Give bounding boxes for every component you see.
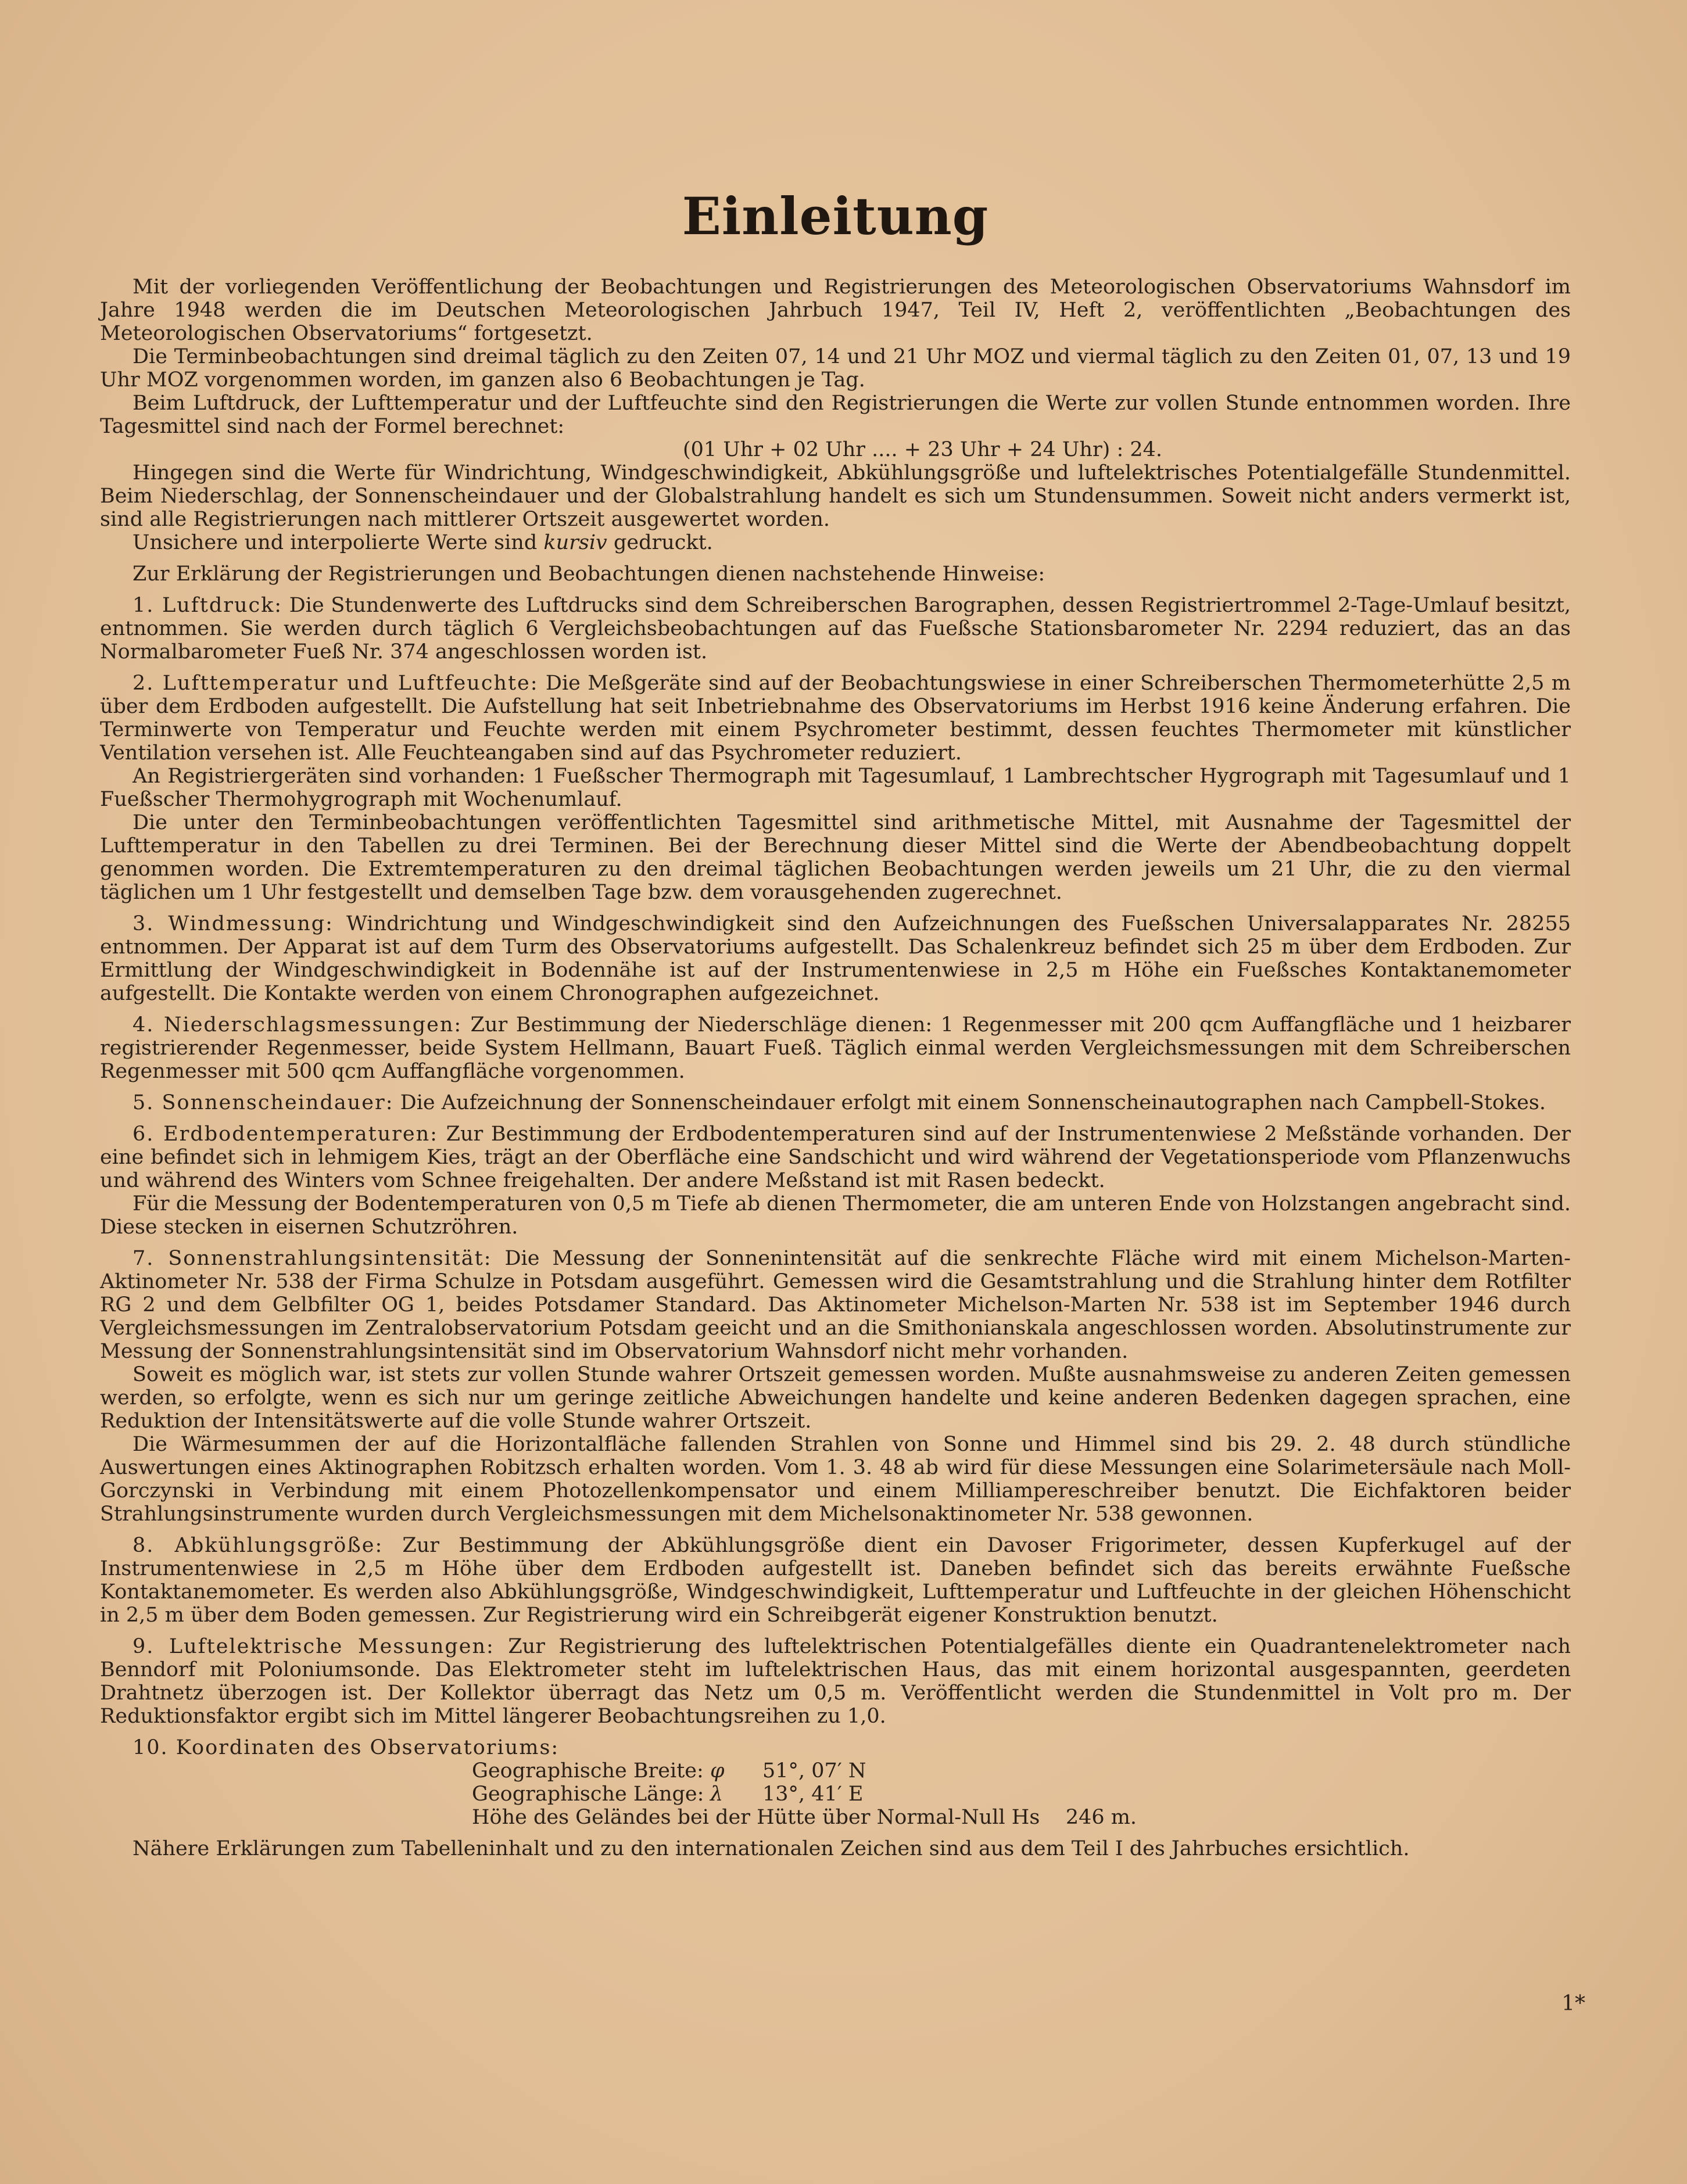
section-6 bbox=[100, 1123, 1571, 1192]
section-8 bbox=[100, 1534, 1571, 1627]
section-7-text: Die Messung der Sonnenintensität auf die senkrechte Fläche wird mit einem Michelson-Marten-Aktinometer Nr. 538 der Firma Schulze in Potsdam ausgeführt. Gemessen wird die Gesamtstrahlung und die Strahlung hinter dem Rotfilter RG 2 und dem Gelbfilter OG 1, beides Potsdamer Standard. Das Aktinometer Michelson-Marten Nr. 538 ist im September 1946 durch Vergleichsmessungen im Zentralobservatorium Potsdam geeicht und an die Smithonianskala angeschlossen worden. Absolutinstrumente zur Messung der Sonnenstrahlungsintensität sind im Observatorium Wahnsdorf nicht mehr vorhanden. bbox=[100, 1247, 1571, 1363]
section-5-heading: 5. Sonnenscheindauer: bbox=[132, 1091, 394, 1114]
section-2-paragraph-2: An Registriergeräten sind vorhanden: 1 Fueßscher Thermograph mit Tagesumlauf, 1 Lambrechtscher Hygrograph mit Tagesumlauf und 1 Fueßscher Thermohygrograph mit Wochenumlauf. bbox=[100, 765, 1571, 811]
latitude-symbol: φ bbox=[710, 1759, 725, 1783]
section-10-heading: 10. Koordinaten des Observatoriums: bbox=[132, 1736, 560, 1759]
section-2-heading: 2. Lufttemperatur und Luftfeuchte: bbox=[132, 672, 539, 695]
page-number: 1* bbox=[1561, 1992, 1585, 2016]
document-body bbox=[100, 275, 1571, 1860]
section-1-heading: 1. Luftdruck: bbox=[132, 594, 283, 617]
latitude-label: Geographische Breite: bbox=[472, 1759, 704, 1783]
section-2 bbox=[100, 672, 1571, 765]
closing-paragraph: Nähere Erklärungen zum Tabelleninhalt und zu den internationalen Zeichen sind aus dem Teil I des Jahrbuches ersichtlich. bbox=[132, 1837, 1410, 1860]
height-value: 246 m. bbox=[1065, 1806, 1137, 1829]
kursiv-text-b: gedruckt. bbox=[613, 531, 713, 554]
height-label: Höhe des Geländes bei der Hütte über Normal-Null Hs bbox=[472, 1806, 1040, 1829]
section-8-heading: 8. Abkühlungsgröße: bbox=[132, 1534, 384, 1557]
section-7-heading: 7. Sonnenstrahlungsintensität: bbox=[132, 1247, 492, 1270]
section-3-heading: 3. Windmessung: bbox=[132, 912, 334, 935]
section-6-text: Zur Bestimmung der Erdbodentemperaturen sind auf der Instrumentenwiese 2 Meßstände vorhanden. Der eine befindet sich in lehmigem Kies, trägt an der Oberfläche eine Sandschicht und wird während der Vegetationsperiode vom Pflanzenwuchs und während des Winters vom Schnee freigehalten. Der andere Meßstand ist mit Rasen bedeckt. bbox=[100, 1123, 1571, 1192]
section-7 bbox=[100, 1247, 1571, 1363]
section-7-paragraph-2: Soweit es möglich war, ist stets zur vollen Stunde wahrer Ortszeit gemessen worden. Mußte ausnahmsweise zu anderen Zeiten gemessen werden, so erfolgte, wenn es sich nur um geringe zeitliche Abweichungen handelte und keine anderen Bedenken dagegen sprachen, eine Reduktion der Intensitätswerte auf die volle Stunde wahrer Ortszeit. bbox=[100, 1363, 1571, 1433]
section-7-paragraph-3: Die Wärmesummen der auf die Horizontalfläche fallenden Strahlen von Sonne und Himmel sind bis 29. 2. 48 durch stündliche Auswertungen eines Aktinographen Robitzsch erhalten worden. Vom 1. 3. 48 ab wird für diese Messungen eine Solarimetersäule nach Moll-Gorczynski in Verbindung mit einem Photozellenkompensator und einem Milliamperеschreiber benutzt. Die Eichfaktoren beider Strahlungsinstrumente wurden durch Vergleichsmessungen mit dem Michelsonaktinometer Nr. 538 gewonnen. bbox=[100, 1433, 1571, 1526]
section-4-heading: 4. Niederschlagsmessungen: bbox=[132, 1013, 463, 1037]
section-4-text: Zur Bestimmung der Niederschläge dienen: 1 Regenmesser mit 200 qcm Auffangfläche und 1 heizbarer registrierender Regenmesser, beide System Hellmann, Bauart Fueß. Täglich einmal werden Vergleichsmessungen mit dem Schreiberschen Regenmesser mit 500 qcm Auffangfläche vorgenommen. bbox=[100, 1013, 1571, 1083]
section-3 bbox=[100, 912, 1571, 1005]
section-4 bbox=[100, 1013, 1571, 1083]
section-9-text: Zur Registrierung des luftelektrischen Potentialgefälles diente ein Quadrantenelektrometer nach Benndorf mit Poloniumsonde. Das Elektrometer steht im luftelektrischen Haus, das mit einem horizontal ausgespannten, geerdeten Drahtnetz überzogen ist. Der Kollektor überragt das Netz um 0,5 m. Veröffentlicht werden die Stundenmittel in Volt pro m. Der Reduktionsfaktor ergibt sich im Mittel längerer Beobachtungsreihen zu 1,0. bbox=[100, 1635, 1571, 1728]
paragraph-hinweise: Zur Erklärung der Registrierungen und Beobachtungen dienen nachstehende Hinweise: bbox=[132, 562, 1045, 586]
section-1 bbox=[100, 594, 1571, 664]
longitude-label: Geographische Länge: bbox=[472, 1783, 704, 1806]
section-1-text: Die Stundenwerte des Luftdrucks sind dem Schreiberschen Barographen, dessen Registriertrommel 2-Tage-Umlauf besitzt, entnommen. Sie werden durch täglich 6 Vergleichsbeobachtungen auf das Fueßsche Stationsbarometer Nr. 2294 reduziert, das an das Normalbarometer Fueß Nr. 374 angeschlossen worden ist. bbox=[100, 594, 1571, 664]
section-2-paragraph-3: Die unter den Terminbeobachtungen veröffentlichten Tagesmittel sind arithmetische Mittel, mit Ausnahme der Tagesmittel der Lufttemperatur in den Tabellen zu drei Terminen. Bei der Berechnung dieser Mittel sind die Werte der Abendbeobachtung doppelt genommen worden. Die Extremtemperaturen zu den dreimal täglichen Beobachtungen werden jeweils um 21 Uhr, die zu den viermal täglichen um 1 Uhr festgestellt und demselben Tage bzw. dem vorausgehenden zugerechnet. bbox=[100, 811, 1571, 904]
paragraph-intro: Mit der vorliegenden Veröffentlichung der Beobachtungen und Registrierungen des Meteorologischen Observatoriums Wahnsdorf im Jahre 1948 werden die im Deutschen Meteorologischen Jahrbuch 1947, Teil IV, Heft 2, veröffentlichten „Beobachtungen des Meteorologischen Observatoriums“ fortgesetzt. bbox=[100, 275, 1571, 345]
coords-latitude bbox=[100, 1759, 1571, 1783]
longitude-symbol: λ bbox=[710, 1783, 723, 1806]
coords-height bbox=[100, 1806, 1571, 1829]
paragraph-stundenmittel: Hingegen sind die Werte für Windrichtung, Windgeschwindigkeit, Abkühlungsgröße und luftelektrisches Potentialgefälle Stundenmittel. Beim Niederschlag, der Sonnenscheindauer und der Globalstrahlung handelt es sich um Stundensummen. Soweit nicht anders vermerkt ist, sind alle Registrierungen nach mittlerer Ortszeit ausgewertet worden. bbox=[100, 461, 1571, 531]
longitude-value: 13°, 41′ E bbox=[762, 1783, 864, 1806]
section-10 bbox=[100, 1736, 1571, 1759]
section-2-text: Die Meßgeräte sind auf der Beobachtungswiese in einer Schreiberschen Thermometerhütte 2,5 m über dem Erdboden aufgestellt. Die Aufstellung hat seit Inbetriebnahme des Observatoriums im Herbst 1916 keine Änderung erfahren. Die Terminwerte von Temperatur und Feuchte werden mit einem Psychrometer bestimmt, dessen feuchtes Thermometer mit künstlicher Ventilation versehen ist. Alle Feuchteangaben sind auf das Psychrometer reduziert. bbox=[100, 672, 1571, 765]
kursiv-word: kursiv bbox=[543, 531, 607, 554]
section-9-heading: 9. Luftelektrische Messungen: bbox=[132, 1635, 495, 1658]
formula: (01 Uhr + 02 Uhr .... + 23 Uhr + 24 Uhr) : 24. bbox=[682, 438, 1163, 461]
kursiv-text-a: Unsichere und interpolierte Werte sind bbox=[132, 531, 538, 554]
paragraph-luftdruck-intro: Beim Luftdruck, der Lufttemperatur und der Luftfeuchte sind den Registrierungen die Werte zur vollen Stunde entnommen worden. Ihre Tagesmittel sind nach der Formel berechnet: bbox=[100, 392, 1571, 438]
section-6-paragraph-2: Für die Messung der Bodentemperaturen von 0,5 m Tiefe ab dienen Thermometer, die am unteren Ende von Holzstangen angebracht sind. Diese stecken in eisernen Schutzröhren. bbox=[100, 1192, 1571, 1239]
coords-longitude bbox=[100, 1783, 1571, 1806]
section-6-heading: 6. Erdbodentemperaturen: bbox=[132, 1123, 438, 1146]
section-8-text: Zur Bestimmung der Abkühlungsgröße dient ein Davoser Frigorimeter, dessen Kupferkugel auf der Instrumentenwiese in 2,5 m Höhe über dem Erdboden aufgestellt ist. Daneben befindet sich das bereits erwähnte Fueßsche Kontaktanemometer. Es werden also Abkühlungsgröße, Windgeschwindigkeit, Lufttemperatur und Luftfeuchte in der gleichen Höhenschicht in 2,5 m über dem Boden gemessen. Zur Registrierung wird ein Schreibgerät eigener Konstruktion benutzt. bbox=[100, 1534, 1571, 1627]
paragraph-termin: Die Terminbeobachtungen sind dreimal täglich zu den Zeiten 07, 14 und 21 Uhr MOZ und viermal täglich zu den Zeiten 01, 07, 13 und 19 Uhr MOZ vorgenommen worden, im ganzen also 6 Beobachtungen je Tag. bbox=[100, 345, 1571, 392]
section-3-text: Windrichtung und Windgeschwindigkeit sind den Aufzeichnungen des Fueßschen Universalapparates Nr. 28255 entnommen. Der Apparat ist auf dem Turm des Observatoriums aufgestellt. Das Schalenkreuz befindet sich 25 m über dem Erdboden. Zur Ermittlung der Windgeschwindigkeit in Bodennähe ist auf der Instrumentenwiese in 2,5 m Höhe ein Fueßsches Kontaktanemometer aufgestellt. Die Kontakte werden von einem Chronographen aufgezeichnet. bbox=[100, 912, 1571, 1005]
section-9 bbox=[100, 1635, 1571, 1728]
section-5-text: Die Aufzeichnung der Sonnenscheindauer erfolgt mit einem Sonnenscheinautographen nach Campbell-Stokes. bbox=[400, 1091, 1546, 1114]
latitude-value: 51°, 07′ N bbox=[762, 1759, 866, 1783]
page-title: Einleitung bbox=[682, 186, 989, 246]
section-5 bbox=[100, 1091, 1571, 1114]
paragraph-kursiv bbox=[100, 531, 1571, 554]
